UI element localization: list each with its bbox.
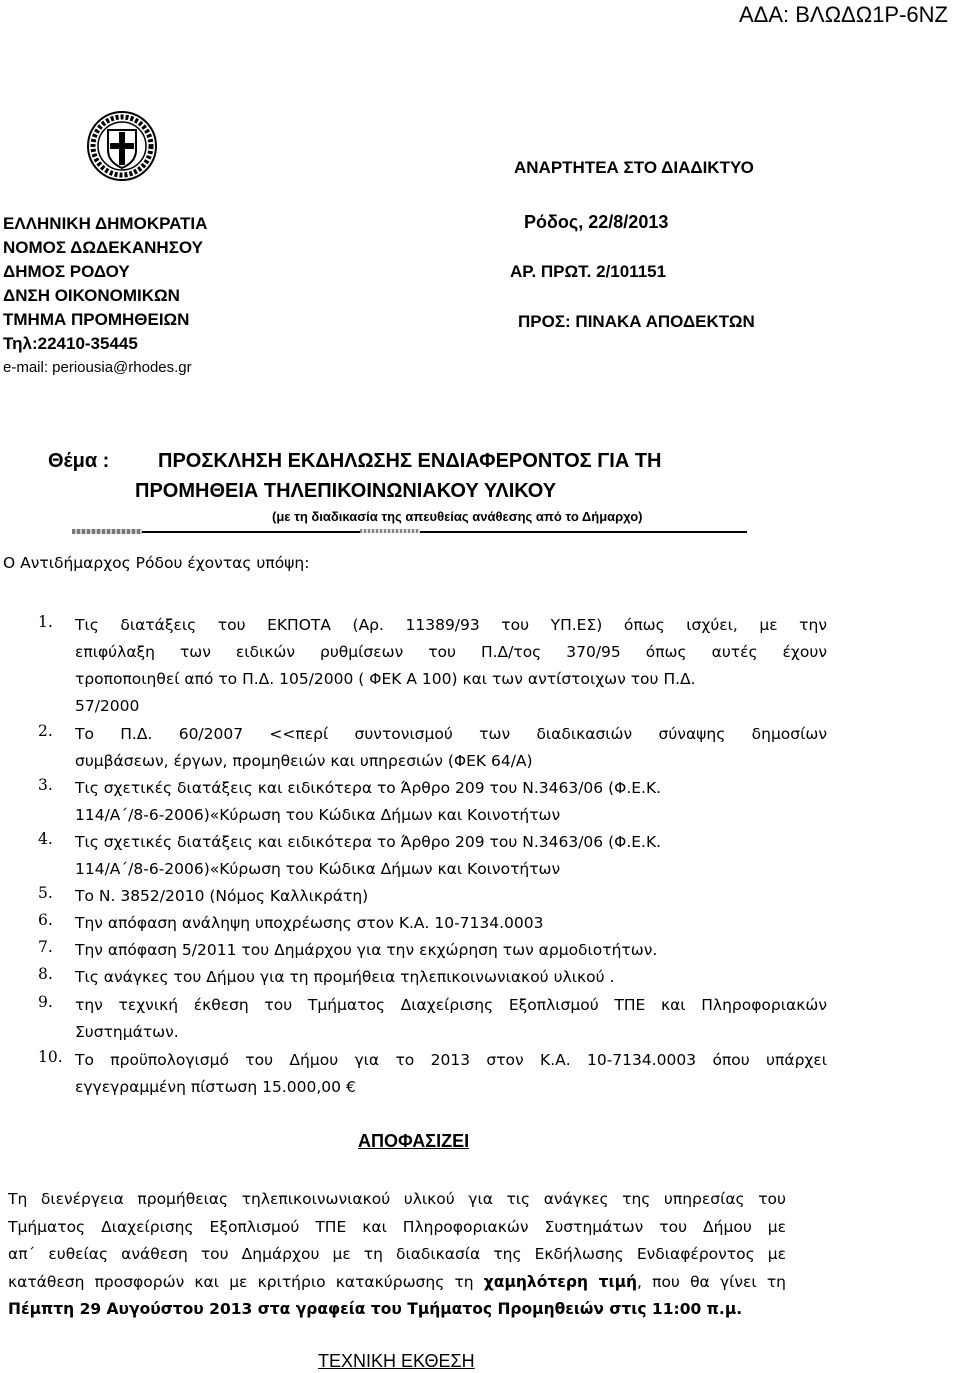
sender-block [3, 212, 207, 380]
subject-note: (με τη διαδικασία της απευθείας ανάθεσης από το Δήμαρχο) [272, 509, 643, 524]
list-number: 10. [38, 1048, 63, 1066]
sender-email: e-mail: periousia@rhodes.gr [3, 359, 192, 376]
recipient: ΠΡΟΣ: ΠΙΝΑΚΑ ΑΠΟΔΕΚΤΩΝ [518, 312, 755, 331]
tech-report-heading: ΤΕΧΝΙΚΗ ΕΚΘΕΣΗ [318, 1351, 475, 1371]
decision-date-line: Πέμπτη 29 Αυγούστου 2013 στα γραφεία του Τμήματος Προμηθειών στις 11:00 π.μ. [8, 1300, 743, 1318]
sender-directorate: ΔΝΣΗ ΟΙΚΟΝΟΜΙΚΩΝ [3, 286, 180, 305]
list-number: 5. [38, 884, 53, 902]
decision-line [8, 1269, 786, 1297]
list-number: 2. [38, 722, 53, 740]
list-number: 4. [38, 830, 53, 848]
sender-phone: Τηλ:22410-35445 [3, 334, 138, 353]
list-item-text: Τις σχετικές διατάξεις και ειδικότερα το Άρθρο 209 του Ν.3463/06 (Φ.Ε.Κ. [75, 779, 662, 797]
list-item-text: Τις σχετικές διατάξεις και ειδικότερα το Άρθρο 209 του Ν.3463/06 (Φ.Ε.Κ. [75, 833, 662, 851]
place-date: Ρόδος, 22/8/2013 [524, 212, 669, 232]
list-number: 1. [38, 613, 53, 631]
decision-line: απ΄ ευθείας ανάθεση του Δημάρχου με τη διαδικασία της Εκδήλωσης Ενδιαφέροντος με [8, 1245, 786, 1263]
list-item-text: εγγεγραμμένη πίστωση 15.000,00 € [75, 1078, 356, 1096]
list-item-text: τροποποιηθεί από το Π.Δ. 105/2000 ( ΦΕΚ Α 100) και των αντίστοιχων του Π.Δ. [75, 670, 696, 688]
list-item-text: Συστημάτων. [75, 1023, 179, 1041]
sender-country: ΕΛΛΗΝΙΚΗ ΔΗΜΟΚΡΑΤΙΑ [3, 214, 208, 233]
list-item-text: Το Ν. 3852/2010 (Νόμος Καλλικράτη) [75, 887, 369, 905]
sender-municipality: ΔΗΜΟΣ ΡΟΔΟΥ [3, 262, 130, 281]
list-item-text: Την απόφαση 5/2011 του Δημάρχου για την εκχώρηση των αρμοδιοτήτων. [75, 941, 658, 959]
decision-paragraph [8, 1186, 786, 1324]
subject-underline-pattern [360, 529, 420, 533]
list-item-text: Το προϋπολογισμό του Δήμου για το 2013 στον Κ.Α. 10-7134.0003 όπου υπάρχει [75, 1051, 827, 1069]
list-number: 6. [38, 911, 53, 929]
subject-line-1: ΠΡΟΣΚΛΗΣΗ ΕΚΔΗΛΩΣΗΣ ΕΝΔΙΑΦΕΡΟΝΤΟΣ ΓΙΑ ΤΗ [158, 450, 662, 472]
decision-text: κατάθεση προσφορών και με κριτήριο κατακύρωσης τη [8, 1272, 484, 1291]
subject-line-2: ΠΡΟΜΗΘΕΙΑ ΤΗΛΕΠΙΚΟΙΝΩΝΙΑΚΟΥ ΥΛΙΚΟΥ [135, 480, 557, 502]
list-item-text: Την απόφαση ανάληψη υποχρέωσης στον Κ.Α. 10-7134.0003 [75, 914, 544, 932]
decision-heading: ΑΠΟΦΑΣΙΖΕΙ [358, 1131, 470, 1151]
list-item-text: Τις διατάξεις του ΕΚΠΟΤΑ (Αρ. 11389/93 του ΥΠ.ΕΣ) όπως ισχύει, με την [75, 616, 827, 634]
list-item-text: την τεχνική έκθεση του Τμήματος Διαχείρισης Εξοπλισμού ΤΠΕ και Πληροφοριακών [75, 996, 827, 1014]
list-item-text: 114/Α΄/8-6-2006)«Κύρωση του Κώδικα Δήμων και Κοινοτήτων [75, 806, 561, 824]
decision-line: Τμήματος Διαχείρισης Εξοπλισμού ΤΠΕ και Πληροφοριακών Συστημάτων του Δήμου με [8, 1217, 786, 1236]
subject-underline-pattern [72, 529, 142, 534]
decision-text: , που θα γίνει τη [637, 1272, 786, 1291]
greek-emblem [86, 110, 158, 182]
lowest-price-emphasis: χαμηλότερη τιμή [483, 1272, 638, 1291]
list-number: 3. [38, 776, 53, 794]
decision-line: Τη διενέργεια προμήθειας τηλεπικοινωνιακού υλικού για τις ανάγκες της υπηρεσίας του [8, 1190, 786, 1208]
list-number: 8. [38, 965, 53, 983]
publish-notice: ΑΝΑΡΤΗΤΕΑ ΣΤΟ ΔΙΑΔΙΚΤΥΟ [514, 158, 754, 177]
list-item-text: Τις ανάγκες του Δήμου για τη προμήθεια τηλεπικοινωνιακού υλικού . [75, 968, 615, 986]
sender-prefecture: ΝΟΜΟΣ ΔΩΔΕΚΑΝΗΣΟΥ [3, 238, 203, 257]
sender-department: ΤΜΗΜΑ ΠΡΟΜΗΘΕΙΩΝ [3, 310, 190, 329]
list-item-text: Το Π.Δ. 60/2007 <<περί συντονισμού των διαδικασιών σύναψης δημοσίων [75, 725, 827, 743]
list-item-text: επιφύλαξη των ειδικών ρυθμίσεων του Π.Δ/τος 370/95 όπως αυτές έχουν [75, 643, 827, 661]
intro-text: Ο Αντιδήμαρχος Ρόδου έχοντας υπόψη: [3, 554, 310, 572]
list-number: 7. [38, 938, 53, 956]
list-item-text: συμβάσεων, έργων, προμηθειών και υπηρεσιών (ΦΕΚ 64/Α) [75, 752, 533, 770]
list-number: 9. [38, 993, 53, 1011]
subject-label: Θέμα : [48, 450, 110, 472]
ada-code: ΑΔΑ: ΒΛΩΔΩ1Ρ-6ΝΖ [738, 2, 948, 27]
list-item-text: 114/Α΄/8-6-2006)«Κύρωση του Κώδικα Δήμων και Κοινοτήτων [75, 860, 561, 878]
protocol-number: ΑΡ. ΠΡΩΤ. 2/101151 [510, 262, 667, 281]
list-item-text: 57/2000 [75, 697, 140, 715]
